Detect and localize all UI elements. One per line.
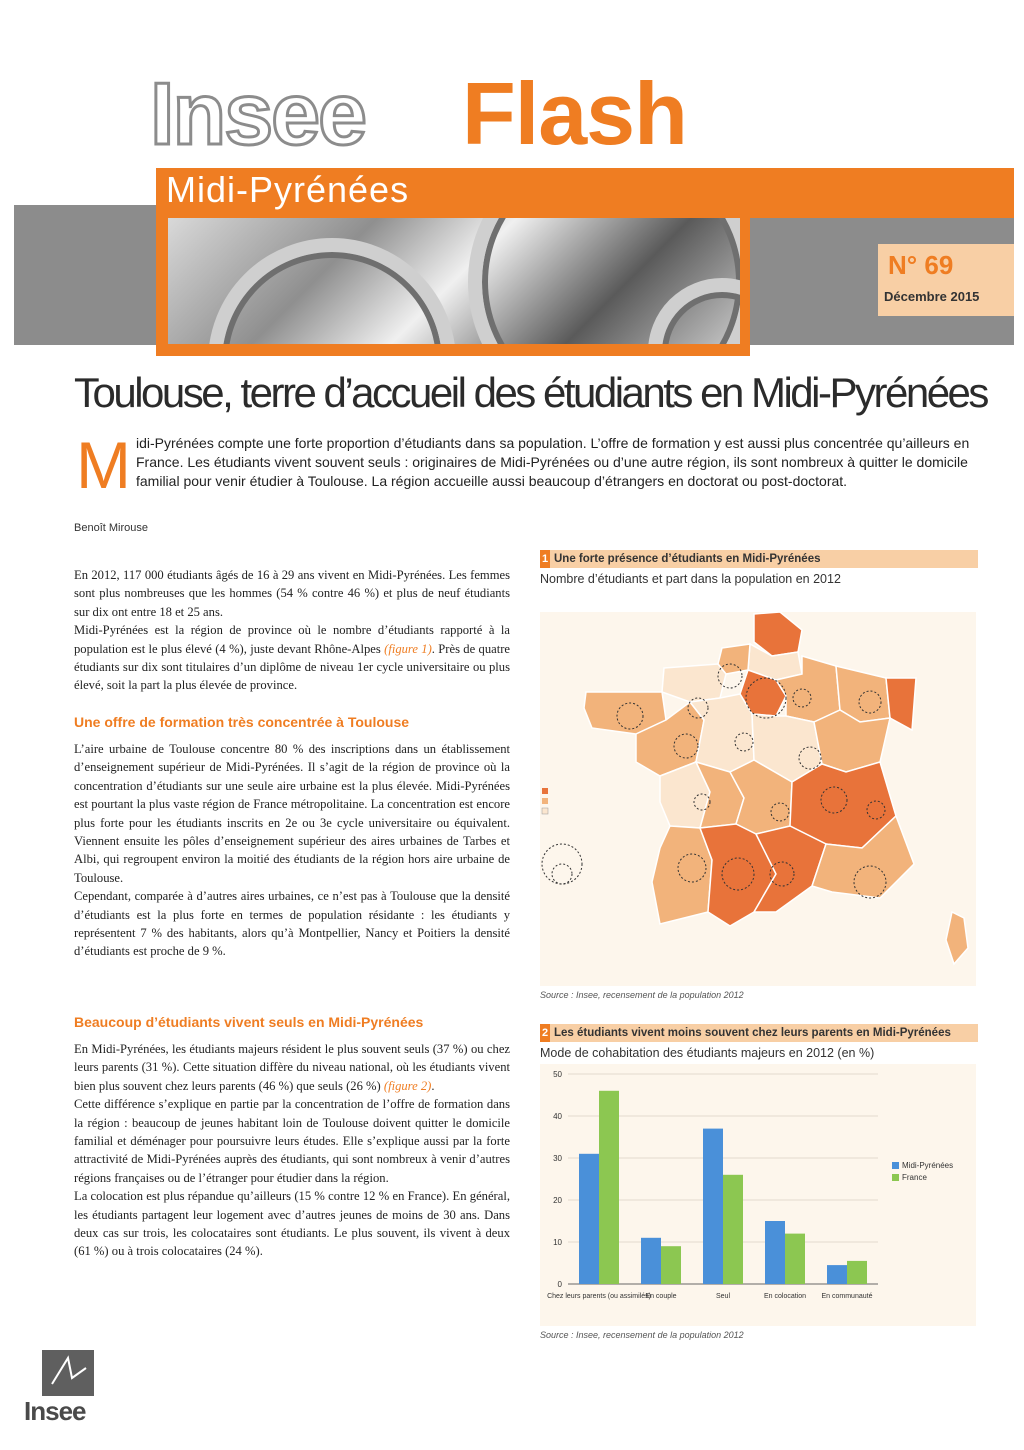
logo-swoosh-icon: [42, 1350, 94, 1396]
figure-2-number: 2: [540, 1024, 550, 1042]
bar-midi-pyrenees: [827, 1265, 847, 1284]
bar-midi-pyrenees: [765, 1221, 785, 1284]
figure-1-subtitle: Nombre d’étudiants et part dans la population en 2012: [540, 572, 841, 586]
insee-logo-emblem: [42, 1350, 94, 1396]
x-tick-label: En colocation: [763, 1293, 807, 1300]
header-gears-photo: [168, 218, 740, 344]
issue-number: N° 69: [888, 250, 954, 280]
text: .: [431, 1078, 435, 1093]
y-tick-label: 0: [557, 1280, 562, 1289]
x-tick-label: Chez leurs parents (ou assimilés): [547, 1293, 651, 1300]
y-tick-label: 30: [553, 1154, 562, 1163]
text: En Midi-Pyrénées, les étudiants majeurs résident le plus souvent seuls (37 %) ou chez leurs parents (31 %). Cette situation diffère du niveau national, où les étudiants vivent bien plus souvent chez leurs parents (46 %) que seuls (26 %): [74, 1042, 510, 1093]
paragraph: En 2012, 117 000 étudiants âgés de 16 à 29 ans vivent en Midi-Pyrénées. Les femmes sont plus nombreuses que les hommes (54 % contre 46 %) et plus de neuf étudiants sur dix ont entre 18 et 25 ans.: [74, 568, 510, 619]
figure-1-number: 1: [540, 550, 550, 568]
region-corse: [946, 912, 968, 964]
lead-paragraph: idi-Pyrénées compte une forte proportion d’étudiants dans sa population. L’offre de formation y est aussi plus concentrée qu’ailleurs en France. Les étudiants vivent souvent seuls : originaires de Midi-Pyrénées ou d’une autre région, ils sont nombreux à quitter le domicile familial pour venir étudier à Toulouse. La région accueille aussi beaucoup d’étrangers en doctorat ou post-doctorat.: [136, 435, 970, 490]
x-tick-label: En couple: [645, 1293, 677, 1300]
figure-2-chart: [540, 1064, 976, 1326]
region-alsace: [886, 678, 916, 730]
logo-flash: Flash: [462, 64, 687, 163]
paragraph: Cependant, comparée à d’autres aires urbaines, ce n’est pas à Toulouse que la densité d’étudiants est la plus forte en termes de population résidante : les étudiants y représentent 7 % des habitants, alors qu’à Montpellier, Nancy et Poitiers la densité d’étudiants est proche de 9 %.: [74, 889, 510, 959]
x-tick-label: En communauté: [821, 1293, 873, 1300]
bar-france: [723, 1175, 743, 1284]
bar-chart: [540, 1064, 976, 1326]
section-heading: Beaucoup d’étudiants vivent seuls en Midi-Pyrénées: [74, 1014, 424, 1030]
legend-label: Midi-Pyrénées: [902, 1161, 954, 1170]
figure-1-title-text: Une forte présence d’étudiants en Midi-Pyrénées: [554, 553, 821, 565]
body-column-2: [74, 740, 510, 961]
page-title: Toulouse, terre d’accueil des étudiants en Midi-Pyrénées: [74, 369, 987, 416]
figure-1-link[interactable]: (figure 1): [384, 641, 432, 656]
bar-france: [847, 1261, 867, 1284]
y-tick-label: 40: [553, 1112, 562, 1121]
bar-france: [661, 1246, 681, 1284]
paragraph: La colocation est plus répandue qu’ailleurs (15 % contre 12 % en France). En général, les étudiants partagent leur logement avec d’autres jeunes de moins de 30 ans. Dans deux cas sur trois, les colocataires sont étudiants. Le plus souvent, ils vivent à deux (61 %) ou à trois colocataires (24 %).: [74, 1189, 510, 1259]
bar-midi-pyrenees: [579, 1154, 599, 1284]
figure-2-subtitle: Mode de cohabitation des étudiants majeurs en 2012 (en %): [540, 1046, 875, 1060]
text: Midi-Pyrénées est la région de province où le nombre d’étudiants rapporté à la population est le plus élevé (4 %), juste devant Rhône-Alpes: [74, 623, 510, 656]
paragraph: [74, 1040, 510, 1095]
y-tick-label: 50: [553, 1070, 562, 1079]
body-column-3: [74, 1040, 510, 1261]
legend-swatch: [892, 1174, 899, 1181]
figure-2-link[interactable]: (figure 2): [383, 1078, 432, 1093]
figure-1-map: [540, 612, 976, 986]
insee-logo-text: Insee: [24, 1396, 86, 1426]
figure-1-source: Source : Insee, recensement de la population 2012: [540, 990, 744, 1000]
y-tick-label: 10: [553, 1238, 562, 1247]
bar-midi-pyrenees: [641, 1238, 661, 1284]
bar-france: [785, 1234, 805, 1284]
figure-2-source: Source : Insee, recensement de la population 2012: [540, 1330, 744, 1340]
lead-dropcap: M: [76, 428, 131, 502]
x-tick-label: Seul: [715, 1293, 731, 1300]
region-name: Midi-Pyrénées: [166, 169, 410, 210]
figure-2-title: [540, 1024, 978, 1042]
paragraph: Cette différence s’explique en partie par la concentration de l’offre de formation dans la région : beaucoup de jeunes habitant loin de Toulouse doivent quitter le domicile familial et déménager pour poursuivre leurs études. Elle s’explique aussi par la forte attractivité de Midi-Pyrénées auprès des étudiants, qui sont nombreux à venir d’autres régions françaises ou de l’étranger pour étudier dans la région.: [74, 1097, 510, 1185]
legend-label: France: [902, 1173, 927, 1182]
body-column-1: [74, 566, 510, 695]
logo-insee: Insee: [150, 64, 366, 163]
legend-swatch: [892, 1162, 899, 1169]
text: . Près de quatre étudiants sur dix sont titulaires d’un diplôme de niveau 1er cycle universitaire ou plus élevé, soit la part la plus élevée de province.: [74, 641, 511, 693]
figure-1-title: [540, 550, 978, 568]
map-legend: [542, 788, 582, 884]
paragraph: [74, 621, 510, 695]
region-basse-normandie: [662, 664, 726, 702]
france-map: [540, 612, 976, 986]
paragraph: L’aire urbaine de Toulouse concentre 80 % des inscriptions dans un établissement d’enseignement supérieur de Midi-Pyrénées. Il s’agit de la région de province où la concentration d’étudiants sur une seule aire urbaine est la plus élevée. Midi-Pyrénées est pourtant la plus vaste région de France métropolitaine. La concentration est encore plus forte pour les étudiants inscrits en 2e ou 3e cycle universitaire ou équivalent. Viennent ensuite les pôles d’enseignement supérieur des aires urbaines de Tarbes et Albi, qui regroupent environ la moitié des étudiants de la région hors aire urbaine de Toulouse.: [74, 742, 510, 885]
bar-midi-pyrenees: [703, 1129, 723, 1284]
region-aquitaine: [652, 826, 712, 924]
section-heading: Une offre de formation très concentrée à Toulouse: [74, 714, 410, 730]
figure-2-title-text: Les étudiants vivent moins souvent chez leurs parents en Midi-Pyrénées: [554, 1027, 951, 1039]
bar-france: [599, 1091, 619, 1284]
y-tick-label: 20: [553, 1196, 562, 1205]
issue-date: Décembre 2015: [884, 289, 980, 304]
author: Benoît Mirouse: [74, 522, 148, 534]
